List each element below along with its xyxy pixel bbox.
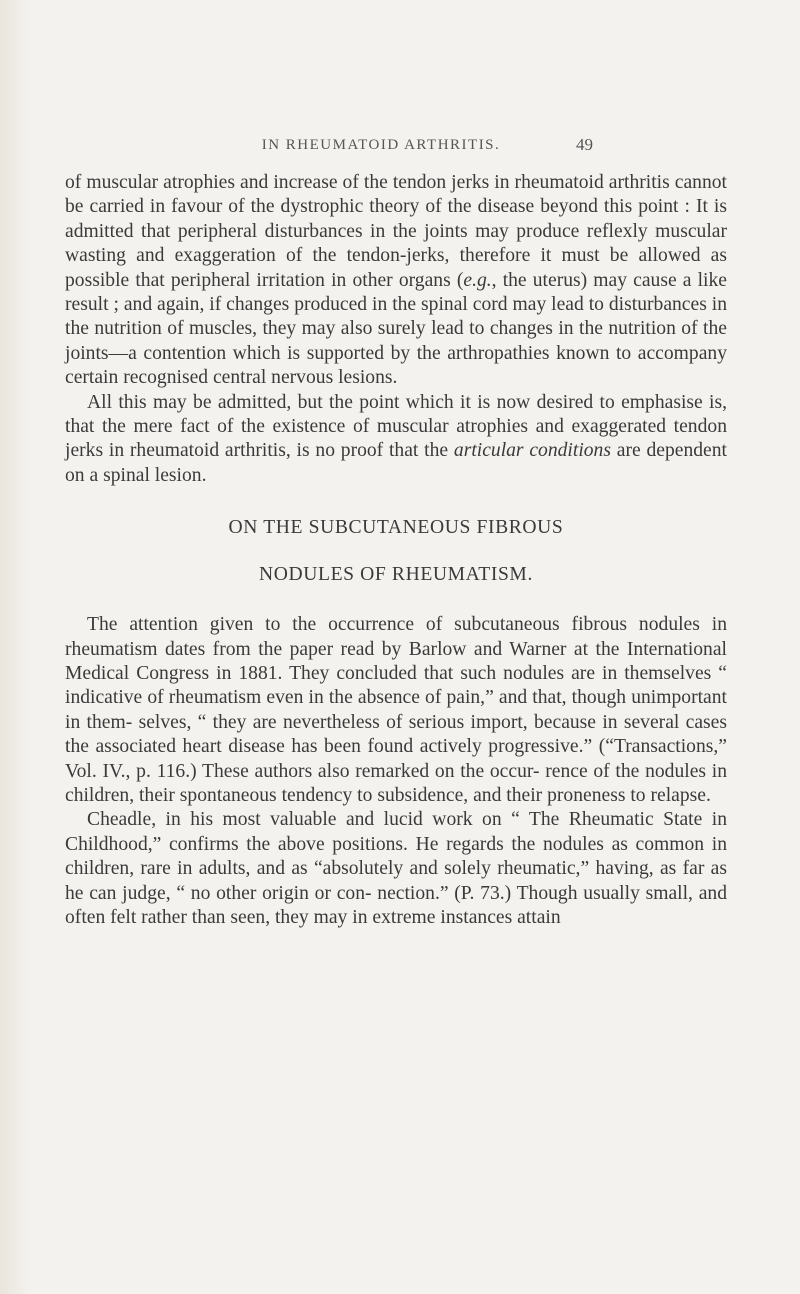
paragraph-1-rest: , the uterus) may cause a like result ; and again, if changes produced in the spinal cord may lead to disturbances in the nutrition of muscles, they may also surely lead to changes in the nutrition of the joints—a contention which is supported by the arthropathies known to accompany certain recognised central nervous lesions. xyxy=(65,269,727,389)
paragraph-1 xyxy=(65,171,727,391)
page-number: 49 xyxy=(576,135,593,154)
running-head: IN RHEUMATOID ARTHRITIS. xyxy=(261,137,501,153)
paragraph-2-italic: articular conditions xyxy=(453,440,611,462)
paragraph-2 xyxy=(65,391,727,489)
body-text xyxy=(65,171,727,930)
section-heading-line-2: NODULES OF RHEUMATISM. xyxy=(259,563,533,585)
paragraph-2-rest: are dependent on a spinal lesion. xyxy=(65,440,727,486)
paragraph-2-text: All this may be admitted, but the point which it is now desired to emphasise is, that the mere fact of the existence of muscular atrophies and exaggerated tendon jerks in rheumatoid arthritis, is no proof that the xyxy=(65,391,727,462)
paragraph-1-eg: e.g. xyxy=(463,269,492,291)
paragraph-4: Cheadle, in his most valuable and lucid work on “ The Rheumatic State in Childhood,” confirms the above positions. He regards the nodules as common in children, rare in adults, and as “absolutely and solely rheumatic,” having, as far as he can judge, “ no other origin or con- nection.” (P. 73.) Though usually small, and often felt rather than seen, they may in extreme instances attain xyxy=(65,809,727,928)
section-heading-line-1: ON THE SUBCUTANEOUS FIBROUS xyxy=(228,517,564,539)
paragraph-1-text: of muscular atrophies and increase of the tendon jerks in rheumatoid arthritis cannot be carried in favour of the dystrophic theory of the disease beyond this point : It is admitted that peripheral disturbances in the joints may produce reflexly muscular wasting and exaggeration of the tendon-jerks, therefore it must be allowed as possible that peripheral irritation in other organs ( xyxy=(65,172,727,291)
page-edge-shadow xyxy=(0,0,30,1294)
paragraph-3: The attention given to the occurrence of subcutaneous fibrous nodules in rheumatism dates from the paper read by Barlow and Warner at the International Medical Congress in 1881. They concluded that such nodules are in themselves “ indicative of rheumatism even in the absence of pain,” and that, though unimportant in them- selves, “ they are nevertheless of serious import, because in several cases the associated heart disease has been found actively progressive.” (“Transactions,” Vol. IV., p. 116.) These authors also remarked on the occur- rence of the nodules in children, their spontaneous tendency to subsidence, and their proneness to relapse. xyxy=(65,614,727,806)
